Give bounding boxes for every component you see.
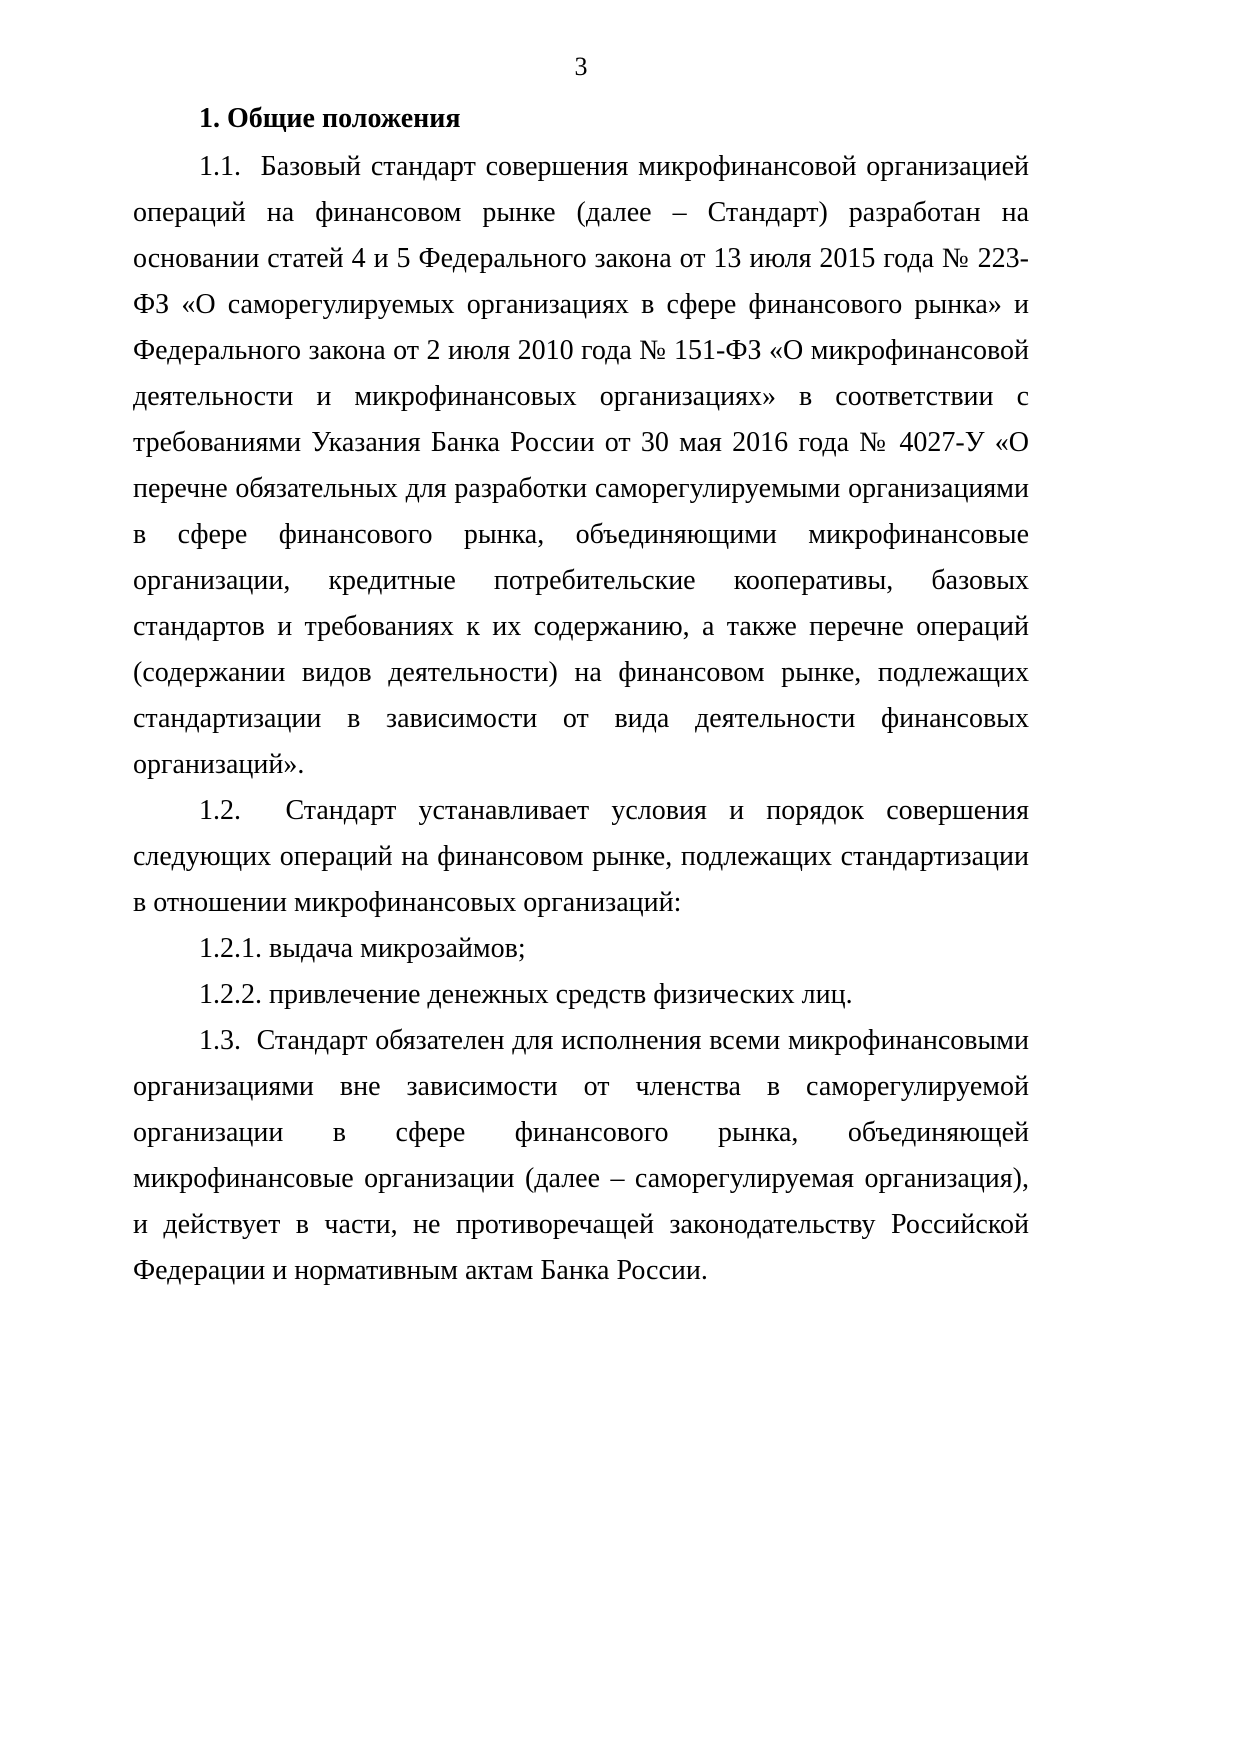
paragraph-1-1: 1.1. Базовый стандарт совершения микрофинансовой организацией операций на финансовом рынке (далее – Стандарт) разработан на основании статей 4 и 5 Федерального закона от 13 июля 2015 года № 223-ФЗ «О саморегулируемых организациях в сфере финансового рынка» и Федерального закона от 2 июля 2010 года № 151-ФЗ «О микрофинансовой деятельности и микрофинансовых организациях» в соответствии с требованиями Указания Банка России от 30 мая 2016 года № 4027-У «О перечне обязательных для разработки саморегулируемыми организациями в сфере финансового рынка, объединяющими микрофинансовые организации, кредитные потребительские кооперативы, базовых стандартов и требованиях к их содержанию, а также перечне операций (содержании видов деятельности) на финансовом рынке, подлежащих стандартизации в зависимости от вида деятельности финансовых организаций». [133, 151, 1029, 780]
section-heading: 1. Общие положения [199, 103, 461, 134]
paragraph-1-2: 1.2. Стандарт устанавливает условия и порядок совершения следующих операций на финансовом рынке, подлежащих стандартизации в отношении микрофинансовых организаций: [133, 795, 1029, 918]
paragraph-1-2-1: 1.2.1. выдача микрозаймов; [199, 933, 526, 964]
paragraph-1-2-2: 1.2.2. привлечение денежных средств физических лиц. [199, 979, 853, 1010]
page-number: 3 [574, 52, 588, 81]
document-content [133, 96, 1029, 1294]
paragraph-1-3: 1.3. Стандарт обязателен для исполнения всеми микрофинансовыми организациями вне зависимости от членства в саморегулируемой организации в сфере финансового рынка, объединяющей микрофинансовые организации (далее – саморегулируемая организация), и действует в части, не противоречащей законодательству Российской Федерации и нормативным актам Банка России. [133, 1025, 1029, 1286]
